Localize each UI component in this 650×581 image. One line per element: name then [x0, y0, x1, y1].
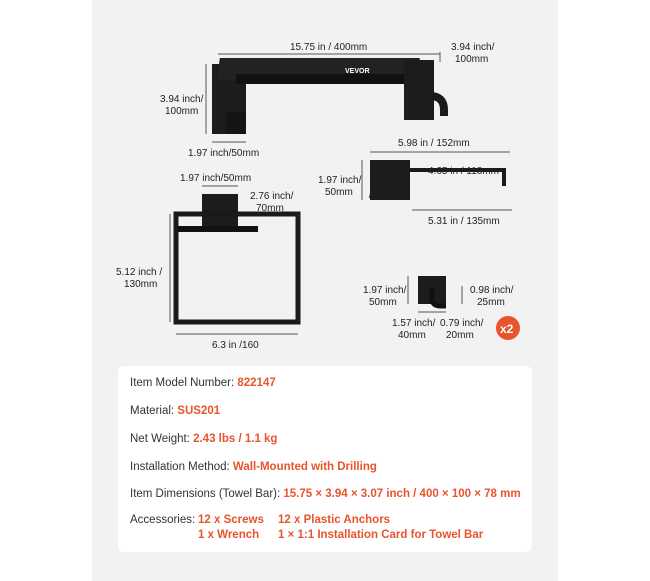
spec-material-label: Material:	[130, 405, 178, 417]
tp-base-label-2: 50mm	[325, 187, 353, 198]
hook-width-label-1: 0.79 inch/	[440, 318, 484, 329]
brand-label: VEVOR	[345, 68, 370, 75]
ring-depth-label-2: 70mm	[256, 203, 284, 214]
ring-height-label-1: 5.12 inch /	[116, 267, 163, 278]
hook-height-label-1: 1.97 inch/	[363, 285, 407, 296]
spec-accessories	[130, 514, 484, 541]
spec-weight-label: Net Weight:	[130, 433, 194, 445]
towel-bar-depth-label-1: 3.94 inch/	[451, 42, 495, 53]
hook-width-label-2: 20mm	[446, 330, 474, 341]
hook-base-label-1: 1.57 inch/	[392, 318, 436, 329]
towel-bar-depth-label-2: 100mm	[455, 54, 489, 65]
accessory-installation-card: 1 × 1:1 Installation Card for Towel Bar	[278, 529, 484, 541]
robe-hook	[418, 276, 446, 306]
accessory-anchors: 12 x Plastic Anchors	[278, 514, 391, 526]
towel-bar-length-label: 15.75 in / 400mm	[290, 42, 368, 53]
spec-accessories-label: Accessories:	[130, 514, 196, 526]
spec-model-value: 822147	[237, 377, 276, 389]
spec-material-value: SUS201	[177, 405, 221, 417]
hook-height-label-2: 50mm	[369, 297, 397, 308]
spec-card	[118, 366, 532, 552]
towel-bar	[212, 58, 444, 134]
spec-material	[130, 405, 220, 417]
hook-depth-label-2: 25mm	[477, 297, 505, 308]
tp-base-label-1: 1.97 inch/	[318, 175, 362, 186]
ring-top-label: 1.97 inch/50mm	[180, 173, 252, 184]
spec-installation	[130, 461, 377, 473]
towel-bar-height-label-2: 100mm	[165, 106, 199, 117]
towel-bar-base-label: 1.97 inch/50mm	[188, 148, 260, 159]
spec-dimensions	[130, 488, 521, 500]
ring-width-label: 6.3 in /160	[212, 340, 259, 351]
spec-dimensions-label: Item Dimensions (Towel Bar):	[130, 488, 284, 500]
hook-quantity-label: x2	[500, 322, 514, 336]
hook-depth-label-1: 0.98 inch/	[470, 285, 514, 296]
hook-base-label-2: 40mm	[398, 330, 426, 341]
tp-bottom-label: 5.31 in / 135mm	[428, 216, 500, 227]
spec-installation-value: Wall-Mounted with Drilling	[232, 461, 377, 473]
spec-dimensions-value: 15.75 × 3.94 × 3.07 inch / 400 × 100 × 78 mm	[283, 488, 521, 500]
spec-weight-value: 2.43 lbs / 1.1 kg	[193, 433, 278, 445]
tp-total-label: 5.98 in / 152mm	[398, 138, 470, 149]
towel-bar-height-label-1: 3.94 inch/	[160, 94, 204, 105]
accessory-wrench: 1 x Wrench	[198, 529, 260, 541]
ring-depth-label-1: 2.76 inch/	[250, 191, 294, 202]
spec-model	[130, 377, 276, 389]
spec-installation-label: Installation Method:	[130, 461, 233, 473]
spec-weight	[130, 433, 277, 445]
ring-height-label-2: 130mm	[124, 279, 158, 290]
accessory-screws: 12 x Screws	[198, 514, 264, 526]
tp-arm-label: 4.65 in / 118mm	[428, 166, 499, 177]
spec-model-label: Item Model Number:	[130, 377, 238, 389]
